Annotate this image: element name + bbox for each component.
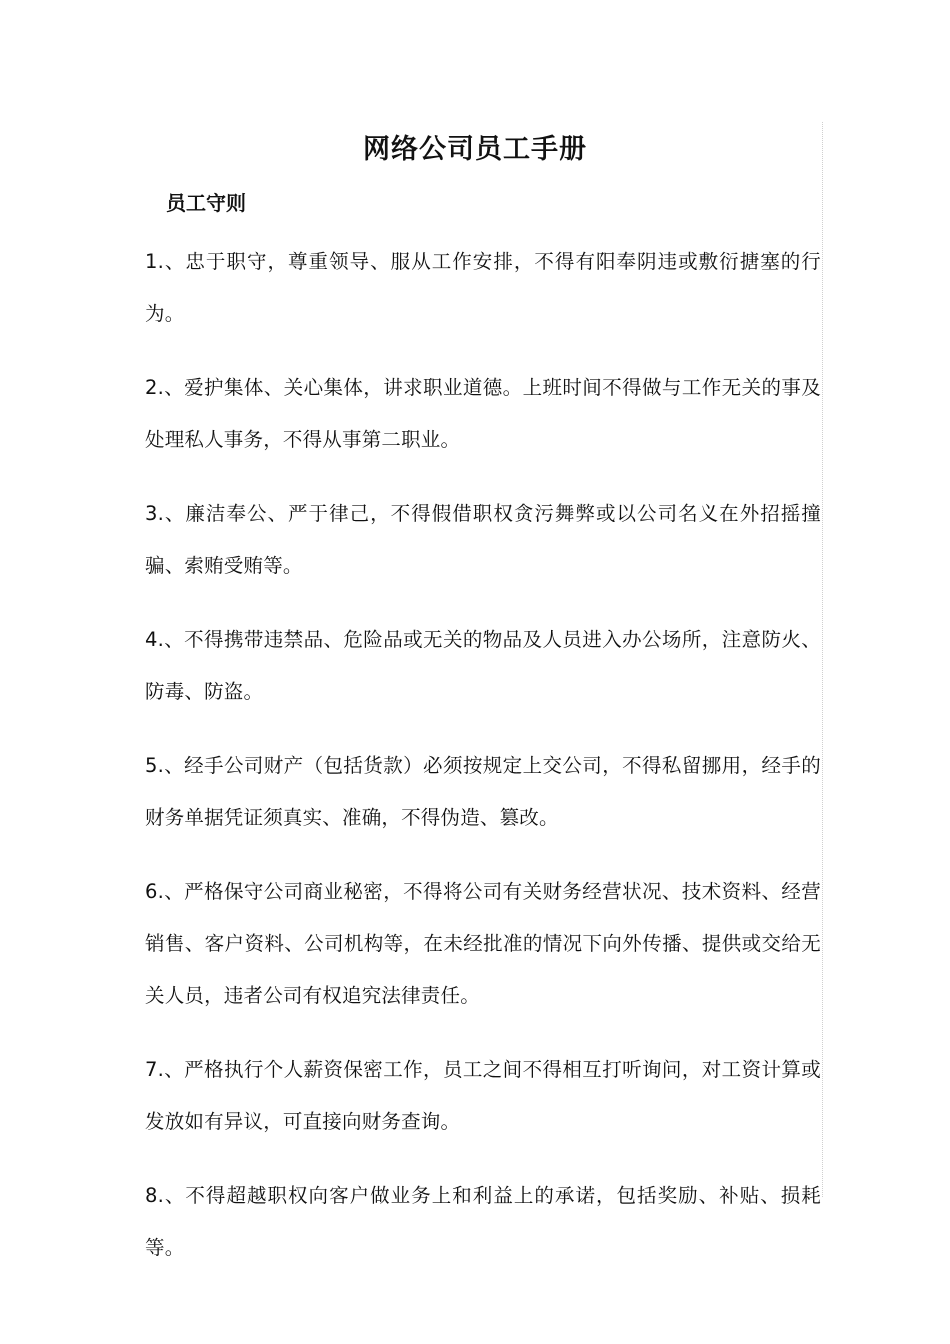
rule-item-5 <box>145 740 821 844</box>
page-margin-rule <box>822 122 823 1197</box>
rule-number: 8. <box>145 1184 165 1207</box>
rules-list <box>145 236 821 1296</box>
rule-number: 4. <box>145 628 165 651</box>
rule-text: 、廉洁奉公、严于律己，不得假借职权贪污舞弊或以公司名义在外招摇撞骗、索贿受贿等。 <box>145 502 821 577</box>
rule-number: 1. <box>145 250 165 273</box>
rule-item-6 <box>145 866 821 1022</box>
rule-number: 7. <box>145 1058 165 1081</box>
rule-text: 、不得超越职权向客户做业务上和利益上的承诺，包括奖励、补贴、损耗等。 <box>145 1184 821 1259</box>
rule-item-8 <box>145 1170 821 1274</box>
rule-item-3 <box>145 488 821 592</box>
rule-item-7 <box>145 1044 821 1148</box>
rule-text: 、严格保守公司商业秘密，不得将公司有关财务经营状况、技术资料、经营销售、客户资料、公司机构等，在未经批准的情况下向外传播、提供或交给无关人员，违者公司有权追究法律责任。 <box>145 880 821 1007</box>
rule-number: 2. <box>145 376 165 399</box>
rule-text: 、经手公司财产（包括货款）必须按规定上交公司，不得私留挪用，经手的财务单据凭证须真实、准确，不得伪造、篡改。 <box>145 754 821 829</box>
rule-text: 、爱护集体、关心集体，讲求职业道德。上班时间不得做与工作无关的事及处理私人事务，不得从事第二职业。 <box>145 376 821 451</box>
section-heading: 员工守则 <box>166 191 246 215</box>
rule-text: 、忠于职守，尊重领导、服从工作安排，不得有阳奉阴违或敷衍搪塞的行为。 <box>145 250 821 325</box>
rule-number: 3. <box>145 502 165 525</box>
rule-text: 、不得携带违禁品、危险品或无关的物品及人员进入办公场所，注意防火、防毒、防盗。 <box>145 628 821 703</box>
rule-item-4 <box>145 614 821 718</box>
rule-text: 、严格执行个人薪资保密工作，员工之间不得相互打听询问，对工资计算或发放如有异议，可直接向财务查询。 <box>145 1058 821 1133</box>
rule-number: 5. <box>145 754 165 777</box>
rule-number: 6. <box>145 880 165 903</box>
document-title: 网络公司员工手册 <box>363 134 587 165</box>
rule-item-1 <box>145 236 821 340</box>
rule-item-2 <box>145 362 821 466</box>
